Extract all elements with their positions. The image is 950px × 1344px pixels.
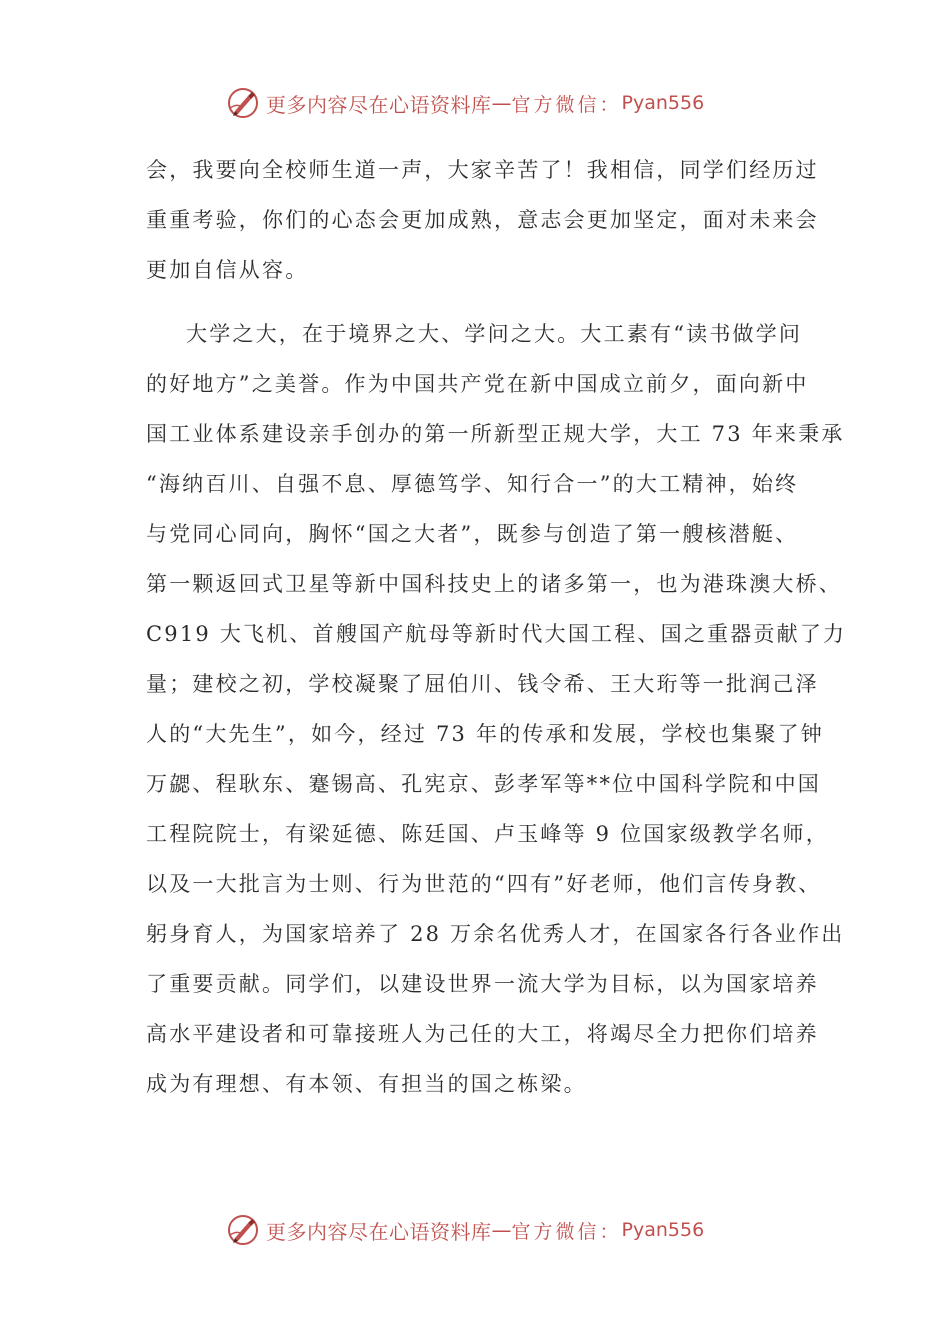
paragraph-line: 了重要贡献。同学们，以建设世界一流大学为目标，以为国家培养 [146, 972, 819, 996]
paragraph-line: 会，我要向全校师生道一声，大家辛苦了！我相信，同学们经历过 [146, 158, 819, 182]
paragraph-line: 重重考验，你们的心态会更加成熟，意志会更加坚定，面对未来会 [146, 208, 819, 232]
banner-brand-text: 更多内容尽在心语资料库 [266, 1219, 492, 1244]
paragraph-line: 高水平建设者和可靠接班人为己任的大工，将竭尽全力把你们培养 [146, 1022, 819, 1046]
paragraph-line: C919 大飞机、首艘国产航母等新时代大国工程、国之重器贡献了力 [146, 622, 847, 646]
paragraph-1 [146, 150, 836, 300]
banner-dash: — [491, 1218, 512, 1242]
paragraph-line: 工程院院士，有梁延德、陈廷国、卢玉峰等 9 位国家级教学名师， [146, 822, 829, 846]
paragraph-line: 人的“大先生”，如今，经过 73 年的传承和发展，学校也集聚了钟 [146, 722, 824, 746]
paragraph-line: 以及一大批言为士则、行为世范的“四有”好老师，他们言传身教、 [146, 872, 822, 896]
paragraph-line: 量；建校之初，学校凝聚了屈伯川、钱令希、王大珩等一批润己泽 [146, 672, 819, 696]
paragraph-2 [146, 314, 847, 1114]
paragraph-line: 第一颗返回式卫星等新中国科技史上的诸多第一，也为港珠澳大桥、 [146, 572, 842, 596]
paragraph-line: 的好地方”之美誉。作为中国共产党在新中国成立前夕，面向新中 [146, 372, 809, 396]
paragraph-line: 国工业体系建设亲手创办的第一所新型正规大学，大工 73 年来秉承 [146, 422, 845, 446]
pen-logo-icon [226, 1213, 260, 1247]
banner-wechat-id: Pyan556 [621, 92, 705, 114]
banner-wechat-id: Pyan556 [621, 1219, 705, 1241]
document-body [146, 150, 847, 1114]
header-banner [226, 83, 704, 123]
paragraph-gap [146, 300, 836, 314]
banner-dash: — [491, 91, 512, 115]
banner-official-label: 官方微信： [511, 1220, 622, 1243]
paragraph-line: “海纳百川、自强不息、厚德笃学、知行合一”的大工精神，始终 [146, 472, 799, 496]
banner-official-label: 官方微信： [511, 93, 622, 116]
pen-logo-icon [226, 86, 260, 120]
banner-brand-text: 更多内容尽在心语资料库 [266, 92, 492, 117]
footer-banner [226, 1210, 704, 1250]
paragraph-line: 万勰、程耿东、蹇锡高、孔宪京、彭孝军等**位中国科学院和中国 [146, 772, 821, 796]
paragraph-line: 更加自信从容。 [146, 258, 309, 282]
paragraph-line: 成为有理想、有本领、有担当的国之栋梁。 [146, 1072, 587, 1096]
paragraph-line: 躬身育人，为国家培养了 28 万余名优秀人才，在国家各行各业作出 [146, 922, 845, 946]
paragraph-line: 大学之大，在于境界之大、学问之大。大工素有“读书做学问 [186, 322, 803, 346]
paragraph-line: 与党同心同向，胸怀“国之大者”，既参与创造了第一艘核潜艇、 [146, 522, 799, 546]
